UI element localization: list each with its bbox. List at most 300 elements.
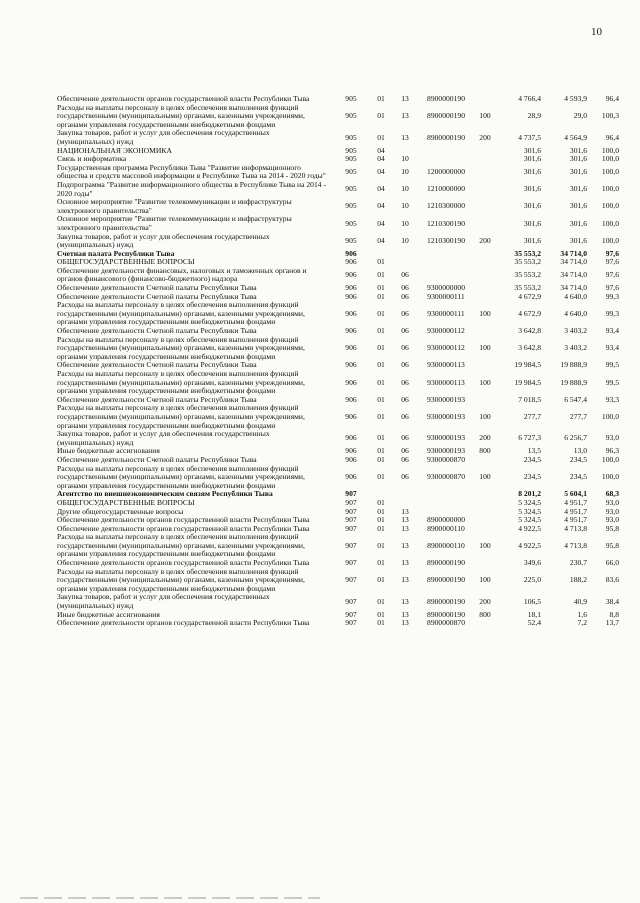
row-subsection-code: 06	[401, 411, 409, 421]
row-expense-type-code: 100	[479, 575, 491, 585]
row-target-article-code: 8900000000	[427, 515, 465, 525]
row-name: Расходы на выплаты персоналу в целях обеспечения выполнения функций государственными (муниципальными) органами, казенными учреждениями, органами управления государственными внебюджетными фондами	[57, 369, 305, 396]
row-section-code: 04	[377, 184, 385, 194]
row-subsection-code: 06	[401, 446, 409, 456]
row-section-code: 01	[377, 343, 385, 353]
row-executed-amount: 301,6	[569, 235, 587, 245]
row-target-article-code	[417, 490, 475, 499]
row-executed-amount: 277,7	[569, 411, 587, 421]
row-target-article-code	[417, 499, 475, 508]
row-planned-amount: 19 984,5	[514, 377, 541, 387]
row-planned-amount: 3 642,8	[518, 343, 541, 353]
row-execution-percent: 66,0	[605, 558, 619, 568]
row-department-code: 907	[345, 596, 357, 606]
row-name: Закупка товаров, работ и услуг для обеспечения государственных (муниципальных) нужд	[57, 592, 270, 611]
row-planned-amount: 18,1	[527, 609, 541, 619]
row-execution-percent: 100,0	[601, 154, 619, 164]
row-expense-type-code: 100	[479, 308, 491, 318]
row-name: Закупка товаров, работ и услуг для обеспечения государственных (муниципальных) нужд	[57, 128, 270, 146]
row-department-code: 906	[345, 377, 357, 387]
row-expense-type-code: 100	[479, 111, 491, 121]
row-name: Расходы на выплаты персоналу в целях обеспечения выполнения функций государственными (муниципальными) органами, казенными учреждениями, органами управления государственными внебюджетными фондами	[57, 403, 305, 430]
row-planned-amount: 234,5	[523, 472, 541, 482]
row-execution-percent: 8,8	[609, 609, 619, 619]
row-name: ОБЩЕГОСУДАРСТВЕННЫЕ ВОПРОСЫ	[57, 497, 195, 507]
table-row	[57, 336, 619, 362]
row-name: Обеспечение деятельности Счетной палаты Республики Тыва	[57, 283, 257, 293]
row-executed-amount: 19 888,9	[560, 360, 587, 370]
row-planned-amount: 4 672,9	[518, 291, 541, 301]
row-planned-amount: 4 737,5	[518, 132, 541, 142]
row-planned-amount: 234,5	[523, 454, 541, 464]
row-execution-percent: 93,0	[605, 497, 619, 507]
table-row	[57, 568, 619, 594]
row-name: Обеспечение деятельности органов государственной власти Республики Тыва	[57, 618, 310, 628]
row-executed-amount: 34 714,0	[560, 248, 587, 258]
row-subsection-code: 13	[401, 523, 409, 533]
row-subsection-code: 06	[401, 270, 409, 280]
row-department-code: 906	[345, 343, 357, 353]
row-executed-amount: 301,6	[569, 167, 587, 177]
row-name: Обеспечение деятельности Счетной палаты Республики Тыва	[57, 394, 257, 404]
row-execution-percent: 96,3	[605, 446, 619, 456]
table-row	[57, 215, 619, 232]
row-expense-type-code: 100	[479, 472, 491, 482]
row-department-code: 907	[345, 506, 357, 516]
row-section-code: 01	[377, 596, 385, 606]
row-expense-type-code	[475, 147, 495, 156]
row-subsection-code: 06	[401, 472, 409, 482]
row-department-code: 907	[345, 609, 357, 619]
row-department-code: 907	[345, 523, 357, 533]
row-executed-amount: 3 403,2	[564, 343, 587, 353]
row-target-article-code: 9300000113	[427, 377, 465, 387]
row-planned-amount: 225,0	[523, 575, 541, 585]
row-planned-amount: 301,6	[523, 167, 541, 177]
row-planned-amount: 301,6	[523, 145, 541, 155]
row-planned-amount: 301,6	[523, 154, 541, 164]
row-name: Расходы на выплаты персоналу в целях обеспечения выполнения функций государственными (муниципальными) органами, казенными учреждениями, органами управления государственными внебюджетными фондами	[57, 463, 305, 490]
row-name: Расходы на выплаты персоналу в целях обеспечения выполнения функций государственными (муниципальными) органами, казенными учреждениями, органами управления государственными внебюджетными фондами	[57, 532, 305, 559]
row-execution-percent: 97,6	[605, 248, 619, 258]
row-expense-type-code	[475, 284, 495, 293]
row-execution-percent: 100,0	[601, 184, 619, 194]
row-subsection-code: 13	[401, 132, 409, 142]
row-expense-type-code	[475, 293, 495, 302]
row-expense-type-code	[475, 267, 495, 284]
row-target-article-code: 9300000112	[427, 326, 465, 336]
row-section-code: 01	[377, 270, 385, 280]
row-execution-percent: 100,0	[601, 411, 619, 421]
row-executed-amount: 34 714,0	[560, 283, 587, 293]
row-name: Расходы на выплаты персоналу в целях обеспечения выполнения функций государственными (муниципальными) органами, казенными учреждениями, органами управления государственными внебюджетными фондами	[57, 300, 305, 327]
row-executed-amount: 3 403,2	[564, 326, 587, 336]
row-name: Обеспечение деятельности органов государственной власти Республики Тыва	[57, 94, 310, 103]
row-department-code: 907	[345, 515, 357, 525]
row-subsection-code: 06	[401, 343, 409, 353]
row-executed-amount: 4 564,9	[564, 132, 587, 142]
row-target-article-code: 8900000190	[427, 132, 465, 142]
row-execution-percent: 97,6	[605, 270, 619, 280]
row-department-code: 906	[345, 291, 357, 301]
row-expense-type-code	[475, 559, 495, 568]
row-name: Основное мероприятие "Развитие телекоммуникации и инфраструктуры электронного правительства"	[57, 197, 292, 215]
row-execution-percent: 13,7	[605, 618, 619, 628]
row-section-code: 04	[377, 167, 385, 177]
row-department-code: 905	[345, 184, 357, 194]
row-executed-amount: 6 256,7	[564, 433, 587, 443]
row-section-code: 01	[377, 360, 385, 370]
row-section-code: 04	[377, 145, 385, 155]
row-planned-amount: 3 642,8	[518, 326, 541, 336]
row-target-article-code: 8900000190	[427, 596, 465, 606]
row-section-code: 01	[377, 326, 385, 336]
table-row	[57, 181, 619, 198]
row-executed-amount: 13,0	[573, 446, 587, 456]
row-name: Обеспечение деятельности Счетной палаты Республики Тыва	[57, 291, 257, 301]
row-name: Обеспечение деятельности Счетной палаты Республики Тыва	[57, 326, 257, 336]
row-executed-amount: 4 593,9	[564, 94, 587, 103]
row-executed-amount: 4 713,8	[564, 540, 587, 550]
row-expense-type-code: 800	[479, 446, 491, 456]
row-department-code: 905	[345, 218, 357, 228]
row-execution-percent: 99,5	[605, 360, 619, 370]
row-expense-type-code	[475, 516, 495, 525]
row-execution-percent: 99,3	[605, 291, 619, 301]
row-execution-percent: 100,0	[601, 201, 619, 211]
row-department-code: 906	[345, 326, 357, 336]
table-row	[57, 430, 619, 447]
table-row	[57, 301, 619, 327]
row-planned-amount: 349,6	[523, 558, 541, 568]
row-name: Обеспечение деятельности финансовых, налоговых и таможенных органов и органов финансового (финансово-бюджетного) надзора	[57, 265, 307, 284]
row-expense-type-code: 200	[479, 235, 491, 245]
row-expense-type-code	[475, 250, 495, 259]
row-department-code: 907	[345, 558, 357, 568]
row-department-code: 905	[345, 154, 357, 164]
row-name: Закупка товаров, работ и услуг для обеспечения государственных (муниципальных) нужд	[57, 429, 270, 447]
row-section-code: 01	[377, 454, 385, 464]
row-execution-percent: 93,3	[605, 394, 619, 404]
row-planned-amount: 19 984,5	[514, 360, 541, 370]
row-subsection-code: 13	[401, 94, 409, 103]
row-execution-percent: 95,8	[605, 540, 619, 550]
row-section-code: 01	[377, 446, 385, 456]
row-department-code: 906	[345, 433, 357, 443]
row-expense-type-code	[475, 499, 495, 508]
row-department-code: 907	[345, 497, 357, 507]
row-planned-amount: 5 324,5	[518, 515, 541, 525]
row-name: Иные бюджетные ассигнования	[57, 446, 160, 456]
row-name: Обеспечение деятельности органов государственной власти Республики Тыва	[57, 558, 310, 568]
table-row	[57, 198, 619, 215]
row-name: Связь и информатика	[57, 154, 127, 164]
row-department-code: 905	[345, 145, 357, 155]
table-row	[57, 164, 619, 181]
row-expense-type-code	[475, 525, 495, 534]
row-department-code: 906	[345, 446, 357, 456]
row-section-code: 01	[377, 111, 385, 121]
row-subsection-code	[393, 250, 417, 259]
row-target-article-code: 8900000190	[427, 575, 465, 585]
row-target-article-code: 1210300000	[427, 201, 465, 211]
row-expense-type-code: 200	[479, 433, 491, 443]
row-expense-type-code: 100	[479, 343, 491, 353]
row-target-article-code: 9300000193	[427, 394, 465, 404]
row-department-code: 905	[345, 235, 357, 245]
row-execution-percent: 68,3	[605, 489, 619, 499]
row-department-code: 905	[345, 111, 357, 121]
row-department-code: 907	[345, 540, 357, 550]
row-subsection-code: 06	[401, 291, 409, 301]
row-executed-amount: 301,6	[569, 184, 587, 194]
row-section-code: 01	[377, 308, 385, 318]
row-section-code: 01	[377, 558, 385, 568]
row-target-article-code: 9300000193	[427, 433, 465, 443]
row-name: Счетная палата Республики Тыва	[57, 248, 175, 258]
row-target-article-code: 9300000870	[427, 454, 465, 464]
row-name: НАЦИОНАЛЬНАЯ ЭКОНОМИКА	[57, 145, 172, 155]
row-target-article-code: 8900000190	[427, 94, 465, 103]
row-department-code: 905	[345, 201, 357, 211]
row-target-article-code: 9300000193	[427, 411, 465, 421]
row-name: Расходы на выплаты персоналу в целях обеспечения выполнения функций государственными (муниципальными) органами, казенными учреждениями, органами управления государственными внебюджетными фондами	[57, 334, 305, 361]
row-execution-percent: 97,6	[605, 257, 619, 267]
row-subsection-code: 06	[401, 360, 409, 370]
row-subsection-code: 10	[401, 201, 409, 211]
row-department-code: 907	[345, 489, 357, 499]
row-department-code: 906	[345, 270, 357, 280]
row-executed-amount: 4 951,7	[564, 506, 587, 516]
row-subsection-code: 06	[401, 454, 409, 464]
row-expense-type-code	[475, 198, 495, 215]
row-executed-amount: 301,6	[569, 218, 587, 228]
row-subsection-code: 06	[401, 308, 409, 318]
row-subsection-code: 13	[401, 558, 409, 568]
row-section-code: 01	[377, 472, 385, 482]
row-name: Другие общегосударственные вопросы	[57, 506, 184, 516]
row-name: Основное мероприятие "Развитие телекоммуникации и инфраструктуры электронного правительства"	[57, 214, 292, 232]
row-subsection-code: 13	[401, 540, 409, 550]
row-planned-amount: 301,6	[523, 218, 541, 228]
row-section-code: 01	[377, 411, 385, 421]
row-name: ОБЩЕГОСУДАРСТВЕННЫЕ ВОПРОСЫ	[57, 257, 195, 267]
page-number: 10	[591, 26, 602, 38]
table-row	[57, 233, 619, 250]
row-planned-amount: 277,7	[523, 411, 541, 421]
row-expense-type-code	[475, 361, 495, 370]
table-row	[57, 533, 619, 559]
table-row	[57, 104, 619, 130]
row-executed-amount: 4 640,0	[564, 291, 587, 301]
row-executed-amount: 301,6	[569, 145, 587, 155]
row-section-code: 01	[377, 257, 385, 267]
row-subsection-code: 06	[401, 283, 409, 293]
row-expense-type-code	[475, 396, 495, 405]
row-target-article-code: 8900000110	[427, 540, 465, 550]
row-executed-amount: 40,9	[573, 596, 587, 606]
row-execution-percent: 83,6	[605, 575, 619, 585]
row-executed-amount: 4 713,8	[564, 523, 587, 533]
row-target-article-code	[417, 155, 475, 164]
row-planned-amount: 7 018,5	[518, 394, 541, 404]
row-section-code: 01	[377, 540, 385, 550]
row-subsection-code: 10	[401, 184, 409, 194]
row-section-code: 01	[377, 497, 385, 507]
row-planned-amount: 4 766,4	[518, 94, 541, 103]
row-executed-amount: 234,5	[569, 454, 587, 464]
row-department-code: 906	[345, 283, 357, 293]
row-execution-percent: 93,0	[605, 515, 619, 525]
row-executed-amount: 4 951,7	[564, 497, 587, 507]
row-subsection-code: 13	[401, 575, 409, 585]
table-row	[57, 619, 619, 628]
row-executed-amount: 4 951,7	[564, 515, 587, 525]
row-execution-percent: 100,0	[601, 235, 619, 245]
row-name: Иные бюджетные ассигнования	[57, 609, 160, 619]
row-section-code: 01	[377, 433, 385, 443]
row-name: Обеспечение деятельности Счетной палаты Республики Тыва	[57, 454, 257, 464]
row-execution-percent: 93,4	[605, 326, 619, 336]
row-execution-percent: 100,0	[601, 167, 619, 177]
row-section-code: 01	[377, 291, 385, 301]
row-section-code: 01	[377, 94, 385, 103]
row-planned-amount: 5 324,5	[518, 497, 541, 507]
row-name: Обеспечение деятельности Счетной палаты Республики Тыва	[57, 360, 257, 370]
table-row	[57, 267, 619, 284]
row-executed-amount: 6 547,4	[564, 394, 587, 404]
row-target-article-code: 8900000190	[427, 111, 465, 121]
row-subsection-code: 10	[401, 154, 409, 164]
row-subsection-code: 10	[401, 218, 409, 228]
row-target-article-code: 9300000111	[427, 308, 465, 318]
row-planned-amount: 35 553,2	[514, 283, 541, 293]
row-expense-type-code	[475, 327, 495, 336]
row-subsection-code: 06	[401, 326, 409, 336]
row-name: Закупка товаров, работ и услуг для обеспечения государственных (муниципальных) нужд	[57, 231, 270, 250]
row-planned-amount: 4 922,5	[518, 540, 541, 550]
row-section-code: 01	[377, 515, 385, 525]
row-execution-percent: 38,4	[605, 596, 619, 606]
table-row	[57, 404, 619, 430]
row-target-article-code: 9300000113	[427, 360, 465, 370]
row-expense-type-code	[475, 258, 495, 267]
row-target-article-code	[417, 147, 475, 156]
scan-artifact	[20, 897, 320, 899]
row-expense-type-code	[475, 508, 495, 517]
row-planned-amount: 301,6	[523, 184, 541, 194]
row-expense-type-code	[475, 215, 495, 232]
row-department-code: 906	[345, 472, 357, 482]
row-planned-amount: 13,5	[527, 446, 541, 456]
row-executed-amount: 7,2	[577, 618, 587, 628]
row-section-code: 04	[377, 154, 385, 164]
row-target-article-code: 9300000000	[427, 283, 465, 293]
row-target-article-code: 9300000112	[427, 343, 465, 353]
row-target-article-code: 1210300190	[427, 235, 465, 245]
row-execution-percent: 100,0	[601, 145, 619, 155]
row-section-code: 01	[377, 523, 385, 533]
row-target-article-code: 9300000870	[427, 472, 465, 482]
row-subsection-code: 13	[401, 618, 409, 628]
row-target-article-code: 8900000190	[427, 609, 465, 619]
row-planned-amount: 8 201,2	[518, 489, 541, 499]
row-subsection-code: 13	[401, 506, 409, 516]
row-execution-percent: 93,4	[605, 343, 619, 353]
row-execution-percent: 93,0	[605, 433, 619, 443]
row-executed-amount: 188,2	[569, 575, 587, 585]
row-executed-amount: 230,7	[569, 558, 587, 568]
row-subsection-code: 06	[401, 377, 409, 387]
row-planned-amount: 35 553,2	[514, 248, 541, 258]
table-row	[57, 593, 619, 610]
row-subsection-code: 10	[401, 167, 409, 177]
row-executed-amount: 234,5	[569, 472, 587, 482]
row-executed-amount: 34 714,0	[560, 270, 587, 280]
row-section-code: 04	[377, 201, 385, 211]
row-planned-amount: 35 553,2	[514, 270, 541, 280]
row-section-code: 01	[377, 618, 385, 628]
row-planned-amount: 35 553,2	[514, 257, 541, 267]
row-subsection-code: 13	[401, 609, 409, 619]
row-name: Агентство по внешнеэкономическим связям Республики Тыва	[57, 489, 273, 499]
row-section-code: 01	[377, 377, 385, 387]
row-department-code: 906	[345, 248, 357, 258]
row-planned-amount: 106,5	[523, 596, 541, 606]
row-target-article-code	[417, 267, 475, 284]
row-subsection-code	[393, 490, 417, 499]
row-target-article-code: 8900000870	[427, 618, 465, 628]
row-name: Обеспечение деятельности органов государственной власти Республики Тыва	[57, 515, 310, 525]
row-target-article-code: 9300000111	[427, 291, 465, 301]
row-planned-amount: 4 922,5	[518, 523, 541, 533]
row-expense-type-code	[475, 155, 495, 164]
row-executed-amount: 5 604,1	[564, 489, 587, 499]
row-expense-type-code: 100	[479, 377, 491, 387]
row-department-code: 906	[345, 257, 357, 267]
row-section-code: 01	[377, 506, 385, 516]
row-department-code: 905	[345, 132, 357, 142]
row-planned-amount: 4 672,9	[518, 308, 541, 318]
row-executed-amount: 29,0	[573, 111, 587, 121]
row-subsection-code: 13	[401, 111, 409, 121]
row-target-article-code: 1210300190	[427, 218, 465, 228]
row-expense-type-code	[475, 490, 495, 499]
table-row	[57, 129, 619, 146]
row-department-code: 906	[345, 411, 357, 421]
row-subsection-code: 06	[401, 433, 409, 443]
row-department-code: 906	[345, 360, 357, 370]
row-executed-amount: 301,6	[569, 154, 587, 164]
row-execution-percent: 96,4	[605, 132, 619, 142]
row-subsection-code	[393, 258, 417, 267]
row-target-article-code: 8900000110	[427, 523, 465, 533]
row-expense-type-code: 100	[479, 540, 491, 550]
row-execution-percent: 95,8	[605, 523, 619, 533]
row-execution-percent: 97,6	[605, 283, 619, 293]
row-executed-amount: 19 888,9	[560, 377, 587, 387]
row-expense-type-code: 100	[479, 411, 491, 421]
row-section-code: 01	[377, 394, 385, 404]
row-execution-percent: 93,0	[605, 506, 619, 516]
row-target-article-code	[417, 258, 475, 267]
row-execution-percent: 99,5	[605, 377, 619, 387]
row-section-code: 04	[377, 218, 385, 228]
row-planned-amount: 6 727,3	[518, 433, 541, 443]
row-planned-amount: 52,4	[527, 618, 541, 628]
row-executed-amount: 1,6	[577, 609, 587, 619]
row-name: Обеспечение деятельности органов государственной власти Республики Тыва	[57, 523, 310, 533]
